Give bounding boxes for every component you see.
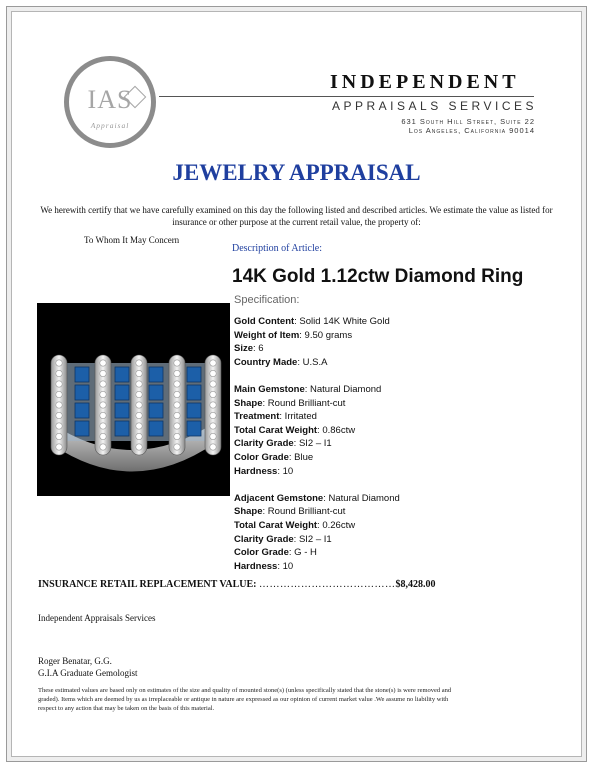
- white-diamond: [56, 423, 62, 429]
- blue-diamond: [115, 421, 129, 436]
- logo-arc-text: Appraisal: [90, 121, 130, 130]
- appraiser-name: Roger Benatar, G.G.: [38, 656, 112, 666]
- specification-label: Specification:: [234, 294, 300, 306]
- blue-diamond: [187, 403, 201, 418]
- blue-diamond: [187, 421, 201, 436]
- insurance-label: INSURANCE RETAIL REPLACEMENT VALUE:: [38, 579, 257, 590]
- white-diamond: [56, 412, 62, 418]
- white-diamond: [100, 360, 106, 366]
- recipient: To Whom It May Concern: [84, 235, 180, 245]
- spec-row: Country Made: U.S.A: [234, 356, 328, 368]
- ring-bar: [131, 355, 147, 455]
- insurance-value: $8,428.00: [395, 579, 436, 590]
- spec-row: Hardness: 10: [234, 560, 294, 572]
- white-diamond: [174, 360, 180, 366]
- insurance-value-line: [38, 579, 435, 590]
- insurance-leader-dots: …………………………………: [258, 579, 396, 590]
- white-diamond: [210, 423, 216, 429]
- white-diamond: [210, 391, 216, 397]
- white-diamond: [100, 412, 106, 418]
- spec-row: Clarity Grade: SI2 – I1: [234, 533, 332, 545]
- white-diamond: [136, 391, 142, 397]
- white-diamond: [174, 444, 180, 450]
- spec-row: Adjacent Gemstone: Natural Diamond: [234, 492, 400, 504]
- white-diamond: [210, 370, 216, 376]
- white-diamond: [100, 370, 106, 376]
- white-diamond: [56, 402, 62, 408]
- certification-text: We herewith certify that we have carefully examined on this day the following listed and described articles. We estimate the value as listed for insurance or other purpose at the current retail value, the property of:: [40, 205, 553, 227]
- white-diamond: [174, 370, 180, 376]
- disclaimer-text: These estimated values are based only on estimates of the size and quality of mounted stone(s) (unless specifically stated that the stone(s) is were removed and graded). Items which are deemed by us as irreplaceable or antique in nature are expressed as our opinion of current market value .We assume no liability with respect to any action that may be taken on the basis of this material.: [38, 687, 452, 712]
- white-diamond: [136, 423, 142, 429]
- ring-bar: [205, 355, 221, 455]
- white-diamond: [56, 391, 62, 397]
- white-diamond: [174, 423, 180, 429]
- white-diamond: [210, 381, 216, 387]
- white-diamond: [210, 402, 216, 408]
- white-diamond: [56, 370, 62, 376]
- item-title: 14K Gold 1.12ctw Diamond Ring: [232, 266, 524, 287]
- spec-row: Gold Content: Solid 14K White Gold: [234, 316, 390, 327]
- spec-row: Color Grade: G - H: [234, 547, 317, 559]
- description-label: Description of Article:: [232, 243, 322, 254]
- company-name: INDEPENDENT: [330, 71, 520, 93]
- blue-diamond: [75, 403, 89, 418]
- blue-diamond: [75, 367, 89, 382]
- ring-image: [37, 303, 230, 496]
- spec-row: Color Grade: Blue: [234, 451, 314, 463]
- white-diamond: [100, 423, 106, 429]
- signature-company: Independent Appraisals Services: [38, 613, 156, 623]
- white-diamond: [56, 381, 62, 387]
- white-diamond: [136, 360, 142, 366]
- white-diamond: [100, 381, 106, 387]
- white-diamond: [174, 391, 180, 397]
- white-diamond: [136, 402, 142, 408]
- white-diamond: [56, 444, 62, 450]
- company-logo: [64, 56, 156, 148]
- white-diamond: [210, 444, 216, 450]
- white-diamond: [210, 433, 216, 439]
- blue-diamond: [75, 385, 89, 400]
- address-line-1: 631 South Hill Street, Suite 22: [401, 117, 535, 126]
- white-diamond: [210, 412, 216, 418]
- white-diamond: [136, 444, 142, 450]
- blue-diamond: [115, 367, 129, 382]
- spec-row: Weight of Item: 9.50 grams: [234, 329, 353, 341]
- blue-diamond: [187, 367, 201, 382]
- blue-diamond: [149, 367, 163, 382]
- white-diamond: [100, 402, 106, 408]
- blue-diamond: [149, 421, 163, 436]
- white-diamond: [210, 360, 216, 366]
- white-diamond: [174, 433, 180, 439]
- ring-photo: [37, 303, 230, 496]
- spec-row: Shape: Round Brilliant-cut: [234, 397, 346, 409]
- spec-row: Total Carat Weight: 0.86ctw: [234, 424, 356, 436]
- spec-row: Main Gemstone: Natural Diamond: [234, 383, 382, 395]
- white-diamond: [100, 444, 106, 450]
- blue-diamond: [115, 403, 129, 418]
- document-title: JEWELRY APPRAISAL: [172, 160, 421, 185]
- white-diamond: [56, 433, 62, 439]
- header-divider: [159, 96, 534, 97]
- white-diamond: [136, 412, 142, 418]
- white-diamond: [136, 370, 142, 376]
- blue-diamond: [149, 385, 163, 400]
- company-subtitle: APPRAISALS SERVICES: [332, 99, 538, 113]
- spec-row: Clarity Grade: SI2 – I1: [234, 438, 332, 450]
- white-diamond: [100, 391, 106, 397]
- white-diamond: [136, 381, 142, 387]
- blue-diamond: [75, 421, 89, 436]
- blue-diamond: [149, 403, 163, 418]
- ring-bar: [95, 355, 111, 455]
- ring-bar: [51, 355, 67, 455]
- spec-row: Treatment: Irritated: [234, 411, 317, 423]
- blue-diamond: [115, 385, 129, 400]
- white-diamond: [136, 433, 142, 439]
- white-diamond: [174, 412, 180, 418]
- white-diamond: [174, 381, 180, 387]
- spec-row: Shape: Round Brilliant-cut: [234, 506, 346, 518]
- white-diamond: [174, 402, 180, 408]
- spec-row: Total Carat Weight: 0.26ctw: [234, 519, 356, 531]
- ring-bar: [169, 355, 185, 455]
- address-line-2: Los Angeles, California 90014: [408, 126, 535, 135]
- spec-row: Hardness: 10: [234, 465, 294, 477]
- white-diamond: [56, 360, 62, 366]
- appraiser-title: G.I.A Graduate Gemologist: [38, 668, 138, 678]
- logo-monogram: IAS: [87, 85, 133, 114]
- blue-diamond: [187, 385, 201, 400]
- spec-row: Size: 6: [234, 343, 264, 355]
- white-diamond: [100, 433, 106, 439]
- specification-list: [234, 315, 400, 573]
